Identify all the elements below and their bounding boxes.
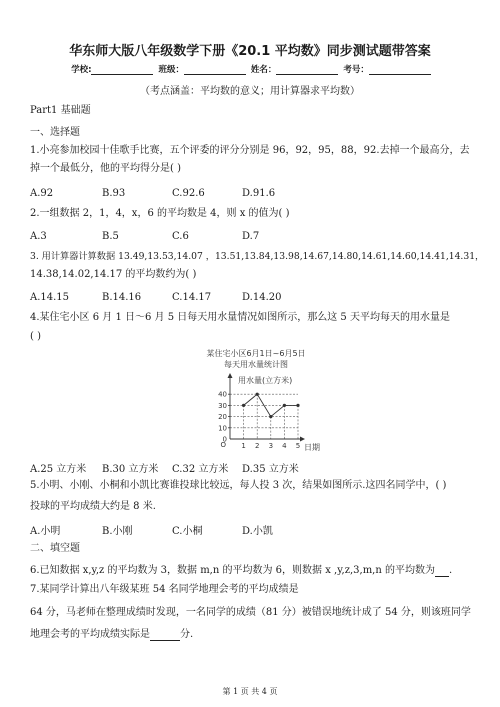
chart-data-point [242,404,245,407]
exam-number-label: 考号： [343,65,369,75]
chart-x-ticks [241,442,300,450]
chart-subtitle: 每天用水量统计图 [224,360,288,369]
q1-option-d[interactable]: D.91.6 [242,188,276,199]
q7-line3-suffix: 分. [180,629,194,640]
chart-y-ticks [218,391,227,444]
school-label: 学校: [71,65,92,75]
q3-option-b[interactable]: B.14.16 [102,292,142,303]
chart-y-tick-label: 30 [218,401,227,410]
chart-series [242,393,300,419]
q2-option-a[interactable]: A.3 [30,231,47,242]
chart-y-tick-label: 40 [218,390,227,399]
q4-option-c[interactable]: C.32 立方米 [172,464,229,475]
q2-option-b[interactable]: B.5 [102,231,119,242]
page-footer: 第 1 页 共 4 页 [222,687,278,696]
chart-title: 某住宅小区6月1日~6月5日 [206,349,306,358]
name-label: 姓名： [250,65,277,75]
q4-option-d[interactable]: D.35 立方米 [242,464,299,475]
student-info-line [0,63,500,75]
q6-text: 6.已知数据 x,y,z 的平均数为 3，数据 m,n 的平均数为 6，则数据 x ,y,z,3,m,n 的平均数为 [30,565,435,576]
chart-data-point [269,415,272,418]
chart-data-point [256,393,259,396]
chart-data-point [283,404,286,407]
q7-line3 [30,628,193,641]
class-blank[interactable] [184,65,246,75]
chart-x-tick-label: 5 [295,442,301,450]
chart-y-axis-label: 用水量(立方米) [238,376,293,385]
chart-y-axis-arrow [228,373,233,378]
q7-line2: 64 分，马老师在整理成绩时发现，一名同学的成绩（81 分）被错误地统计成了 54 分，则该班同学 [30,607,471,618]
q1-line1: 1.小亮参加校园十佳歌手比赛，五个评委的评分分别是 96，92，95，88，92.去掉一个最高分，去 [30,145,470,156]
q5-line1: 5.小明、小刚、小桐和小凯比赛谁投球比较远，每人投 3 次，结果如图所示.这四名同学中，( ) [30,480,447,491]
q6-line [30,564,452,577]
chart-x-axis-arrow [300,437,305,442]
q1-option-b[interactable]: B.93 [102,188,126,199]
chart-gridlines [228,394,298,439]
q6-period: . [448,565,453,576]
water-usage-line-chart [176,347,336,463]
chart-x-axis-label: 日期 [304,443,320,452]
chart-x-tick-label: 1 [241,442,246,450]
q3-line2: 14.38,14.02,14.17 的平均数约为( ) [30,269,197,280]
school-blank[interactable] [91,65,153,75]
q7-answer-blank[interactable] [150,630,180,641]
q5-option-a[interactable]: A.小明 [30,526,61,537]
chart-x-tick-label: 3 [268,442,274,450]
q4-option-b[interactable]: B.30 立方米 [102,464,159,475]
page-title: 华东师大版八年级数学下册《20.1 平均数》同步测试题带答案 [69,44,431,59]
q5-option-d[interactable]: D.小凯 [242,526,273,537]
q3-line1: 3. 用计算器计算数据 13.49,13.53,14.07 ，13.51,13.84,13.98,14.67,14.80,14.61,14.60,14.41,14.31， [30,251,485,262]
chart-y-tick-label: 10 [218,424,227,433]
q3-option-a[interactable]: A.14.15 [30,292,70,303]
q7-line1: 7.某同学计算出八年级某班 54 名同学地理会考的平均成绩是 [30,584,299,595]
q2-line1: 2.一组数据 2，1，4，x，6 的平均数是 4，则 x 的值为( ) [30,208,290,219]
class-label: 班级： [158,65,184,75]
section-choice-heading: 一、选择题 [30,127,80,138]
chart-data-point [296,404,299,407]
q4-line2: ( ) [30,331,41,342]
q2-option-d[interactable]: D.7 [242,231,260,242]
topic-scope: （考点涵盖：平均数的意义；用计算器求平均数） [140,86,360,97]
q5-option-c[interactable]: C.小桐 [172,526,203,537]
exam-number-blank[interactable] [369,65,431,75]
chart-origin-label: O [220,441,226,449]
part1-heading: Part1 基础题 [30,105,91,116]
q3-option-d[interactable]: D.14.20 [242,292,282,303]
q4-line1: 4.某住宅小区 6 月 1 日～6 月 5 日每天用水量情况如图所示，那么这 5 天平均每天的用水量是 [30,312,450,323]
q6-answer-blank[interactable] [435,566,449,577]
q1-line2: 掉一个最低分，他的平均得分是( ) [30,163,181,174]
q3-option-c[interactable]: C.14.17 [172,292,212,303]
q2-option-c[interactable]: C.6 [172,231,189,242]
q5-line2: 投球的平均成绩大约是 8 米. [30,501,156,512]
section-fill-heading: 二、填空题 [30,543,80,554]
q1-option-c[interactable]: C.92.6 [172,188,205,199]
q5-option-b[interactable]: B.小刚 [102,526,133,537]
chart-x-tick-label: 2 [254,442,260,450]
chart-y-tick-label: 0 [222,435,227,444]
q4-option-a[interactable]: A.25 立方米 [30,464,87,475]
name-blank[interactable] [276,65,338,75]
chart-y-tick-label: 20 [218,413,227,422]
q1-option-a[interactable]: A.92 [30,188,54,199]
q7-line3-text: 地理会考的平均成绩实际是 [30,629,150,640]
chart-x-tick-label: 4 [282,442,287,450]
